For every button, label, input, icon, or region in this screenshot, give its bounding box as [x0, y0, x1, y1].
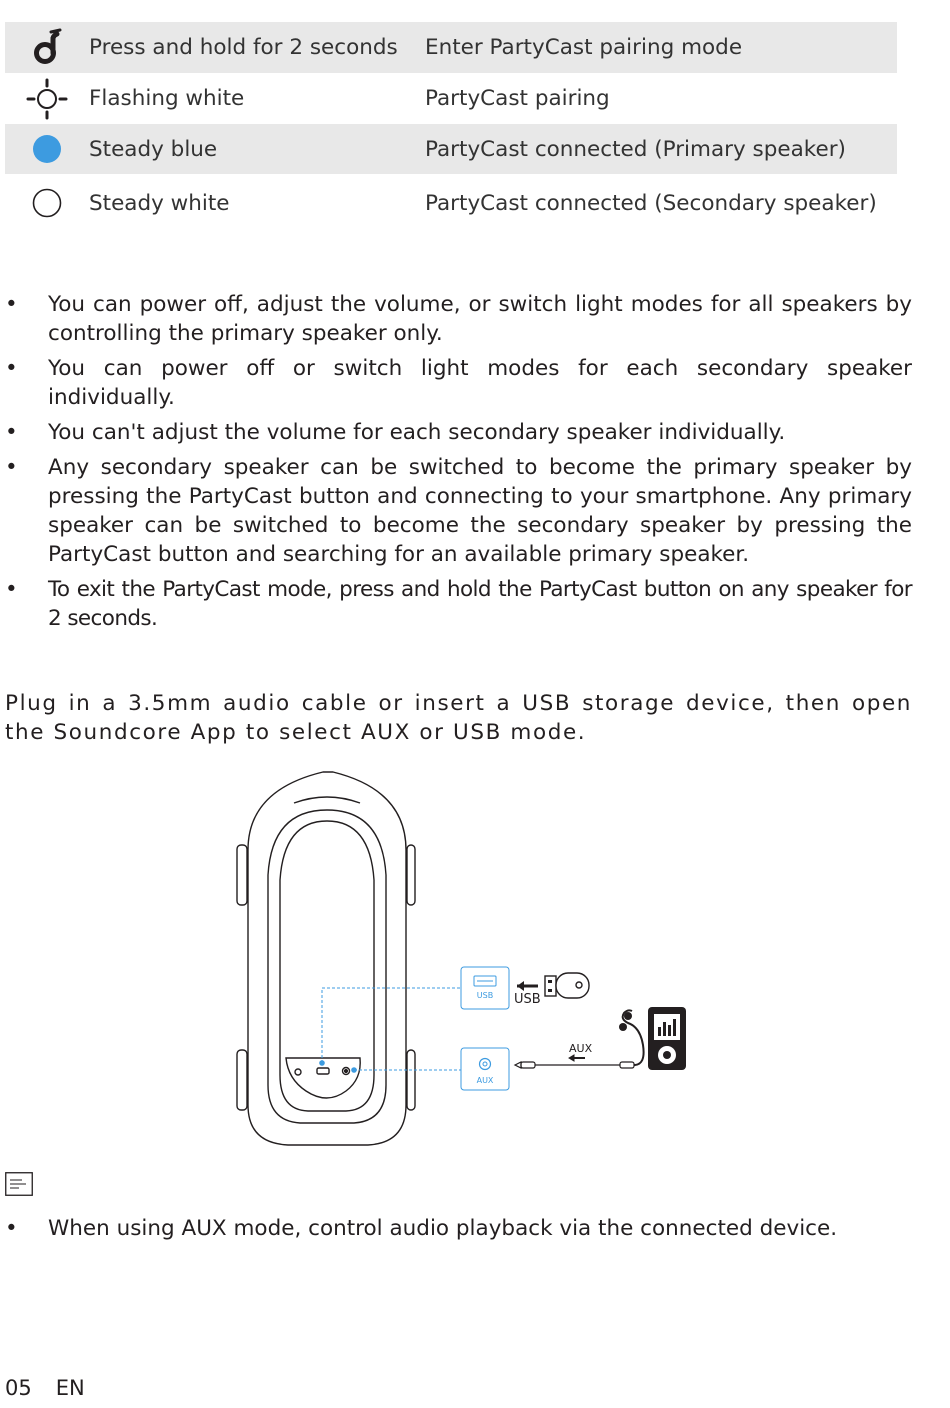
aux-port-label: AUX [476, 1076, 494, 1085]
bullet: • [5, 455, 18, 480]
bullet: • [5, 1216, 18, 1241]
aux-usb-instructions: Plug in a 3.5mm audio cable or insert a USB storage device, then open the Soundcore App to select AUX or USB mode. [5, 691, 912, 745]
language-code: EN [55, 1376, 85, 1400]
table-row [5, 73, 897, 124]
icon-cell [5, 174, 89, 232]
partycast-button-icon [27, 28, 67, 68]
speaker-illustration [237, 772, 415, 1145]
meaning-text: Enter PartyCast pairing mode [425, 22, 897, 73]
aux-cable-label: AUX [569, 1042, 593, 1055]
led-status-table [5, 22, 897, 232]
tip-text: You can power off, adjust the volume, or switch light modes for all speakers by controlling the primary speaker only. [48, 292, 912, 346]
aux-cable-icon [515, 1042, 634, 1068]
meaning-text: PartyCast connected (Primary speaker) [425, 124, 897, 174]
steady-white-light-icon [31, 187, 63, 219]
partycast-tips-list [5, 290, 912, 639]
list-item [5, 354, 912, 412]
usb-port-callout [461, 967, 509, 1009]
steady-blue-light-icon [31, 133, 63, 165]
note-icon [5, 1172, 33, 1196]
usb-drive-icon [514, 973, 589, 1007]
bullet: • [5, 292, 18, 317]
indicator-text: Steady blue [89, 124, 425, 174]
usb-port-label: USB [476, 991, 494, 1000]
bullet: • [5, 356, 18, 381]
list-item [5, 575, 912, 633]
tip-text: To exit the PartyCast mode, press and hold the PartyCast button on any speaker for 2 seconds. [48, 577, 912, 631]
aux-port-marker [351, 1067, 357, 1073]
tip-text: You can power off or switch light modes for each secondary speaker individually. [48, 356, 912, 410]
tip-text: Any secondary speaker can be switched to become the primary speaker by pressing the PartyCast button and connecting to your smartphone. Any primary speaker can be switched to become the secondary speaker by pressing the PartyCast button and searching for an available primary speaker. [48, 455, 912, 567]
bullet: • [5, 577, 18, 602]
indicator-text: Press and hold for 2 seconds [89, 22, 425, 73]
page-footer [5, 1376, 109, 1400]
tip-text: You can't adjust the volume for each secondary speaker individually. [48, 420, 786, 445]
note-text: When using AUX mode, control audio playback via the connected device. [48, 1216, 838, 1241]
icon-cell [5, 124, 89, 174]
table-row [5, 124, 897, 174]
indicator-text: Steady white [89, 190, 230, 216]
usb-device-label: USB [514, 992, 541, 1007]
icon-cell [5, 22, 89, 73]
flashing-white-light-icon [25, 77, 69, 121]
media-player-icon [619, 1007, 686, 1070]
bullet: • [5, 420, 18, 445]
indicator-text: Flashing white [89, 86, 245, 111]
meaning-text: PartyCast connected (Secondary speaker) [425, 190, 877, 216]
list-item [5, 453, 912, 569]
usb-port-marker [319, 1060, 325, 1066]
list-item [5, 290, 912, 348]
table-row [5, 174, 897, 232]
meaning-text: PartyCast pairing [425, 86, 610, 111]
note-list [5, 1214, 912, 1243]
list-item [5, 1214, 912, 1243]
aux-usb-connection-diagram [228, 765, 698, 1155]
table-row [5, 22, 897, 73]
list-item [5, 418, 912, 447]
aux-port-callout [461, 1048, 509, 1090]
page-number: 05 [5, 1376, 32, 1400]
icon-cell [5, 73, 89, 124]
